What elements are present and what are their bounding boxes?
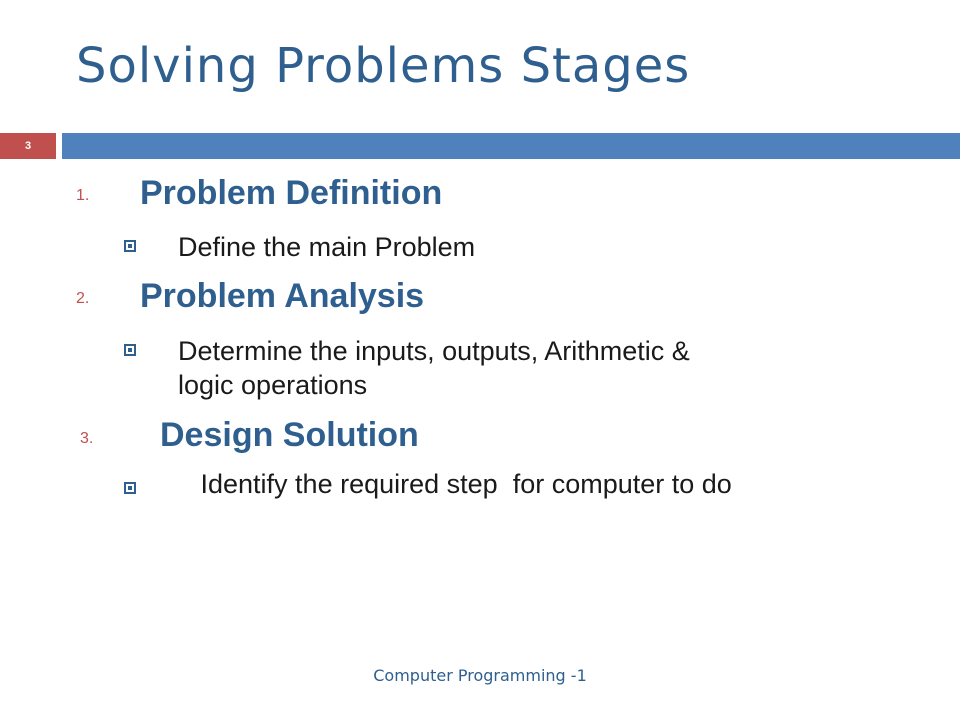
stage-bullet-text-continued: logic operations <box>178 370 368 400</box>
stage-number: 1. <box>76 187 90 204</box>
page-number-badge: 3 <box>0 133 56 159</box>
title-divider-bar <box>62 133 960 159</box>
stage-heading: Problem Analysis <box>140 277 425 315</box>
stage-number: 3. <box>80 430 94 447</box>
stage-number: 2. <box>76 290 90 307</box>
stage-bullet-text: Define the main Problem <box>178 232 476 262</box>
square-bullet-icon <box>124 344 136 356</box>
stage-bullet-text: Identify the required step for computer to do <box>178 469 732 499</box>
stage-heading: Problem Definition <box>140 174 443 212</box>
square-bullet-icon <box>124 482 136 494</box>
square-bullet-icon <box>124 240 136 252</box>
stage-bullet-text: Determine the inputs, outputs, Arithmetic & <box>178 336 690 366</box>
stage-heading: Design Solution <box>160 416 419 454</box>
slide-footer: Computer Programming -1 <box>373 666 587 685</box>
slide-title: Solving Problems Stages <box>76 38 691 94</box>
